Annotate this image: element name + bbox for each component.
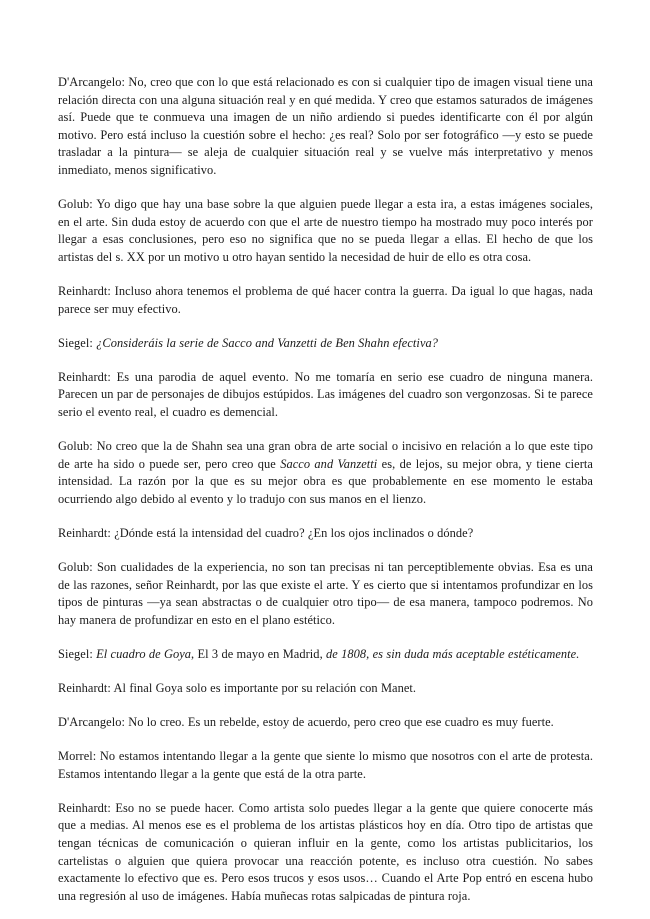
- transcript-paragraph: [58, 646, 593, 664]
- text-run: Morrel: No estamos intentando llegar a la gente que siente lo mismo que nosotros con el arte de protesta. Estamos intentando llegar a la gente que está de la otra parte.: [58, 749, 593, 781]
- text-run: Reinhardt: Es una parodia de aquel evento. No me tomaría en serio ese cuadro de ninguna manera. Parecen un par de personajes de dibujos estúpidos. Las imágenes del cuadro son vergonzosas. Si te parece serio el evento real, el cuadro es demencial.: [58, 369, 593, 419]
- italic-text-run: de 1808, es sin duda más aceptable estéticamente.: [326, 646, 580, 661]
- transcript-paragraph: [58, 74, 593, 180]
- italic-text-run: ¿Consideráis la serie de Sacco and Vanzetti de Ben Shahn efectiva?: [96, 335, 439, 350]
- text-run: Siegel:: [58, 335, 97, 350]
- transcript-paragraph: [58, 438, 593, 508]
- text-run: D'Arcangelo: No, creo que con lo que está relacionado es con si cualquier tipo de imagen visual tiene una relación directa con una alguna situación real y en qué medida. Y creo que estamos saturados de imágenes así. Puede que te conmueva una imagen de un niño ardiendo si puedes identificarte con él por algún motivo. Pero está incluso la cuestión sobre el hecho: ¿es real? Solo por ser fotográfico —y esto se puede trasladar a la pintura— se aleja de cualquier situación real y se vuelve más interpretativo y menos inmediato, menos significativo.: [58, 75, 593, 177]
- text-run: Reinhardt: Al final Goya solo es importante por su relación con Manet.: [58, 680, 417, 695]
- transcript-paragraph: [58, 196, 593, 266]
- text-run: Siegel:: [58, 646, 97, 661]
- text-run: es, de lejos, su mejor obra, y tiene cierta intensidad. La razón por la que es su mejor obra es que probablemente en ese momento le estaba ocurriendo algo debido al evento y lo tradujo con sus manos en el lienzo.: [58, 456, 593, 506]
- text-run: Reinhardt: Eso no se puede hacer. Como artista solo puedes llegar a la gente que quiere conocerte más que a medias. Al menos ese es el problema de los artistas plásticos hoy en día. Otro tipo de artistas que tengan técnicas de comunicación o quieran influir en la gente, como los artistas publicitarios, los cartelistas o alguien que quiera provocar una reacción potente, es incluso otra cuestión. No sabes exactamente lo efectivo que es. Pero esos trucos y esos usos… Cuando el Arte Pop entró en escena hubo una regresión al uso de imágenes. Había muñecas rotas salpicadas de pintura roja.: [58, 800, 593, 903]
- text-run: Reinhardt: ¿Dónde está la intensidad del cuadro? ¿En los ojos inclinados o dónde?: [58, 525, 474, 540]
- text-run: Golub: Yo digo que hay una base sobre la que alguien puede llegar a esta ira, a estas imágenes sociales, en el arte. Sin duda estoy de acuerdo con que el arte de nuestro tiempo ha mostrado muy poco interés por llegar a esas conclusiones, pero eso no significa que no se pueda llegar a ellas. El hecho de que los artistas del s. XX por un motivo u otro hayan sentido la necesidad de huir de ello es otra cosa.: [58, 197, 593, 264]
- transcript-paragraph: [58, 559, 593, 629]
- text-run: Golub: Son cualidades de la experiencia, no son tan precisas ni tan perceptiblemente obvias. Esa es una de las razones, señor Reinhardt, por las que existe el arte. Y es cierto que si intentamos profundizar en los tipos de pinturas —ya sean abstractas o de cualquier otro tipo— de esa manera, tampoco podremos. No hay manera de profundizar en esto en el plano estético.: [58, 559, 593, 627]
- text-run: , El 3 de mayo en Madrid,: [191, 646, 327, 661]
- transcript-paragraph: [58, 800, 593, 906]
- transcript-paragraph: [58, 680, 593, 698]
- text-run: Golub: No creo que la de Shahn sea una gran obra de arte social o incisivo en relación a lo que este tipo de arte ha sido o puede ser, pero creo que: [58, 439, 593, 471]
- text-run: D'Arcangelo: No lo creo. Es un rebelde, estoy de acuerdo, pero creo que ese cuadro es muy fuerte.: [58, 715, 554, 730]
- transcript-paragraph: [58, 748, 593, 783]
- transcript-body: [58, 74, 593, 905]
- italic-text-run: Sacco and Vanzetti: [280, 456, 378, 471]
- transcript-paragraph: [58, 369, 593, 422]
- transcript-paragraph: [58, 283, 593, 318]
- transcript-paragraph: [58, 335, 593, 353]
- text-run: Reinhardt: Incluso ahora tenemos el problema de qué hacer contra la guerra. Da igual lo que hagas, nada parece ser muy efectivo.: [58, 283, 593, 316]
- transcript-paragraph: [58, 714, 593, 732]
- italic-text-run: El cuadro de Goya: [96, 646, 192, 661]
- transcript-paragraph: [58, 525, 593, 543]
